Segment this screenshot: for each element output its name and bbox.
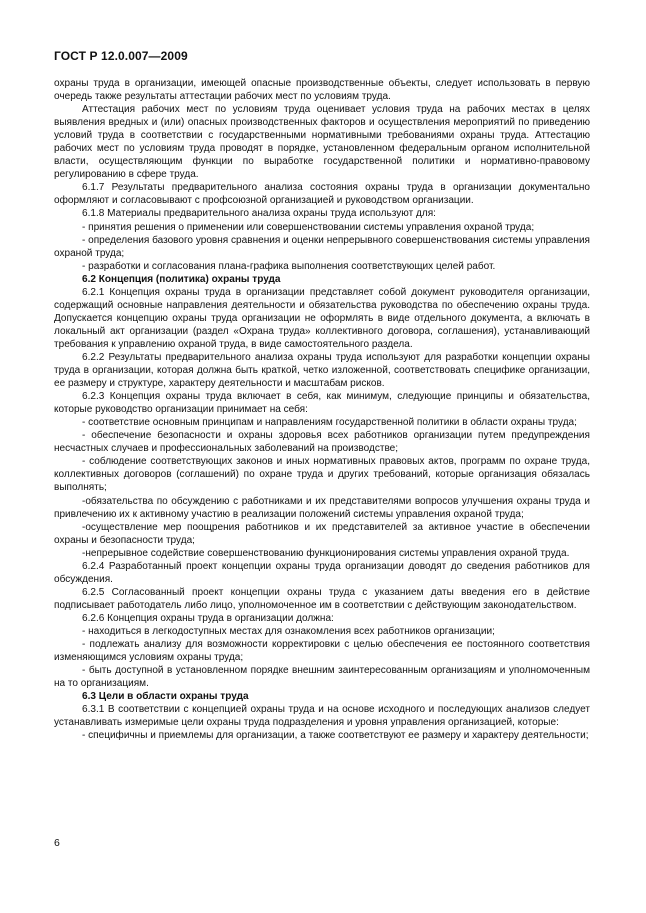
- paragraph: 6.2.1 Концепция охраны труда в организации представляет собой документ руководителя организации, содержащий основные направления деятельности и обязательства руководства по обеспечению охраны труда. Допускается концепцию охраны труда организации не оформлять в виде отдельного документа, а включать в локальный акт организации (раздел «Охрана труда» коллективного договора, соглашения), устанавливающий требования к управлению охраной труда, в виде самостоятельного раздела.: [54, 286, 590, 350]
- section-heading: 6.3 Цели в области охраны труда: [82, 691, 249, 703]
- paragraph: 6.2.5 Согласованный проект концепции охраны труда с указанием даты введения его в действие подписывает работодатель либо лицо, уполномоченное им в соответствии с действующим законодательством.: [54, 586, 590, 611]
- paragraph: - обеспечение безопасности и охраны здоровья всех работников организации путем предупреждения несчастных случаев и профессиональных заболеваний на производстве;: [54, 430, 590, 455]
- paragraph: - соответствие основным принципам и направлениям государственной политики в области охраны труда;: [82, 417, 577, 429]
- paragraph: -обязательства по обсуждению с работниками и их представителями вопросов улучшения охраны труда и привлечению их к активному участию в реализации положений системы управления охраной труда;: [54, 495, 590, 520]
- page-number: 6: [54, 837, 60, 849]
- document-header: ГОСТ Р 12.0.007—2009: [54, 49, 188, 63]
- paragraph: - соблюдение соответствующих законов и иных нормативных правовых актов, программ по охране труда, коллективных договоров (соглашений) по охране труда и других требований, которые организация обязалась выполнять;: [54, 456, 590, 494]
- paragraph: 6.2.2 Результаты предварительного анализа охраны труда используют для разработки концепции охраны труда в организации, которая должна быть краткой, четко изложенной, соответствовать специфике организации, ее размеру и структуре, характеру деятельности и масштабам рисков.: [54, 351, 590, 390]
- paragraph: -непрерывное содействие совершенствованию функционирования системы управления охраной труда.: [82, 547, 570, 559]
- paragraph: - находиться в легкодоступных местах для ознакомления всех работников организации;: [82, 625, 495, 637]
- paragraph: -осуществление мер поощрения работников и их представителей за активное участие в обеспечении охраны и безопасности труда;: [54, 521, 590, 546]
- paragraph: - определения базового уровня сравнения и оценки непрерывного совершенствования системы управления охраной труда;: [54, 234, 590, 259]
- paragraph: Аттестация рабочих мест по условиям труда оценивает условия труда на рабочих местах в целях выявления вредных и (или) опасных производственных факторов и осуществления мероприятий по приведению условий труда в соответствии с государственными нормативными требованиями охраны труда. Аттестацию рабочих мест по условиям труда проводят в порядке, установленном федеральным органом исполнительной власти, осуществляющим функции по выработке государственной политики и нормативно-правовому регулированию в сфере труда.: [54, 104, 590, 181]
- paragraph: 6.1.7 Результаты предварительного анализа состояния охраны труда в организации документально оформляют и согласовывают с профсоюзной организацией и руководством организации.: [54, 182, 590, 207]
- paragraph: 6.2.6 Концепция охраны труда в организации должна:: [82, 612, 334, 624]
- paragraph: 6.3.1 В соответствии с концепцией охраны труда и на основе исходного и последующих анализов следует устанавливать измеримые цели охраны труда подразделения и уровня управления организацией, которые:: [54, 704, 590, 729]
- paragraph: - подлежать анализу для возможности корректировки с целью обеспечения ее постоянного соответствия изменяющимся условиям охраны труда;: [54, 639, 590, 664]
- paragraph: 6.2.3 Концепция охраны труда включает в себя, как минимум, следующие принципы и обязательства, которые руководство организации принимает на себя:: [54, 391, 590, 416]
- paragraph: 6.2.4 Разработанный проект концепции охраны труда организации доводят до сведения работников для обсуждения.: [54, 560, 590, 585]
- paragraph: - быть доступной в установленном порядке внешним заинтересованным организациям и уполномоченным на то организациям.: [54, 665, 590, 690]
- paragraph: 6.1.8 Материалы предварительного анализа охраны труда используют для:: [82, 208, 436, 220]
- paragraph: - специфичны и приемлемы для организации, а также соответствуют ее размеру и характеру деятельности;: [82, 730, 589, 742]
- section-heading: 6.2 Концепция (политика) охраны труда: [82, 273, 281, 285]
- document-body: [54, 77, 590, 742]
- paragraph: - принятия решения о применении или совершенствовании системы управления охраной труда;: [82, 221, 535, 233]
- paragraph: охраны труда в организации, имеющей опасные производственные объекты, следует использовать в первую очередь также результаты аттестации рабочих мест по условиям труда.: [54, 78, 590, 103]
- paragraph: - разработки и согласования плана-графика выполнения соответствующих целей работ.: [82, 260, 496, 272]
